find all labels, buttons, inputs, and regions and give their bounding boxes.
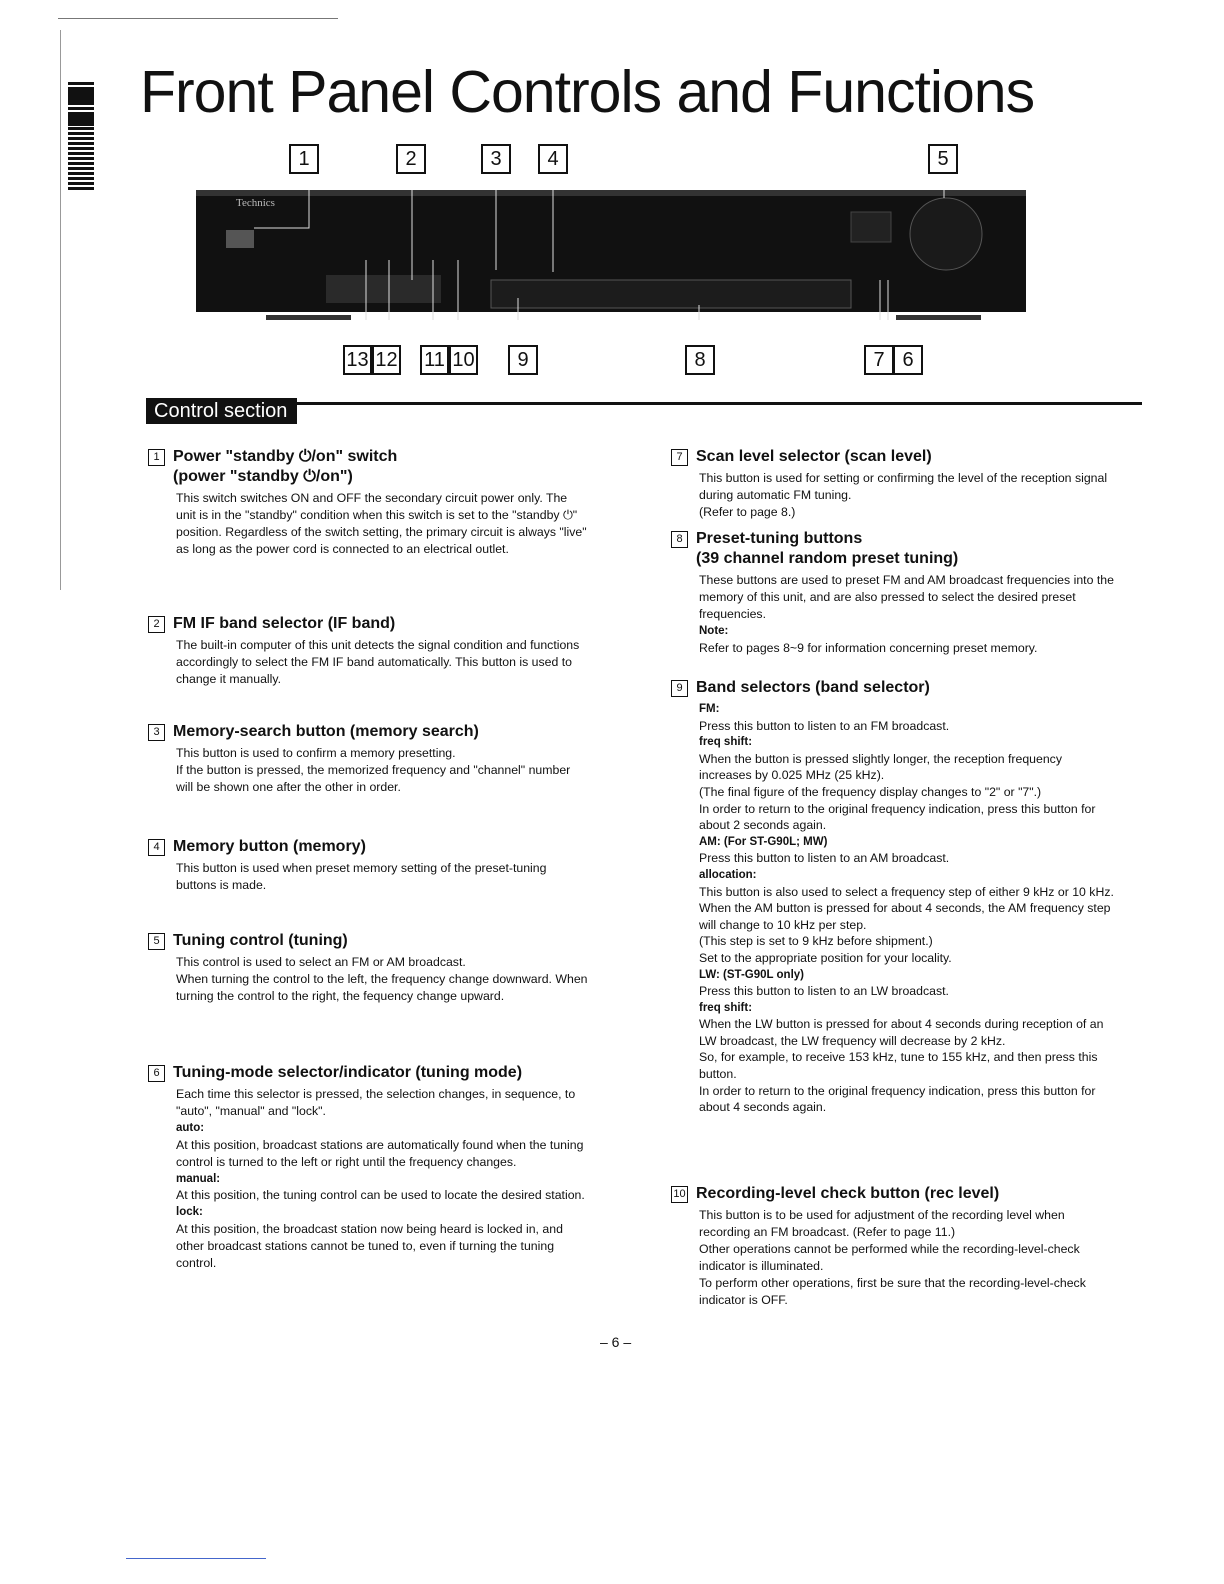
item-tuning-mode: [148, 1063, 588, 1272]
item-number: 2: [148, 616, 165, 633]
callout-9: 9: [508, 345, 538, 375]
item-memory: [148, 837, 588, 894]
item-text: When the button is pressed slightly longer, the reception frequency increases by 0.025 MHz (25 kHz).: [699, 751, 1062, 783]
callout-7: 7: [864, 345, 894, 375]
item-title: Recording-level check button (rec level): [696, 1185, 1000, 1202]
item-text: Press this button to listen to an AM broadcast.: [699, 851, 950, 866]
item-text: At this position, the broadcast station now being heard is locked in, and other broadcast stations cannot be tuned to, even if turning the tuning control.: [176, 1222, 563, 1271]
item-label: lock:: [176, 1206, 203, 1219]
bottom-rule: [126, 1558, 266, 1559]
item-text: (The final figure of the frequency display changes to "2" or "7".): [699, 784, 1042, 799]
item-text: So, for example, to receive 153 kHz, tune to 155 kHz, and then press this button.: [699, 1050, 1098, 1082]
item-label: auto:: [176, 1121, 205, 1134]
item-title: Power "standby ⏻/on" switch: [173, 448, 398, 465]
item-power-switch: [148, 447, 588, 558]
item-text: (This step is set to 9 kHz before shipment.): [699, 934, 933, 949]
margin-line: [60, 30, 61, 590]
item-text: Press this button to listen to an LW broadcast.: [699, 984, 949, 999]
item-text: Each time this selector is pressed, the selection changes, in sequence, to "auto", "manual" and "lock".: [176, 1087, 576, 1118]
item-preset-tuning: [671, 529, 1116, 657]
item-text: When the AM button is pressed for about 4 seconds, the AM frequency step will change to 10 kHz per step.: [699, 901, 1111, 932]
callout-12: 12: [372, 345, 401, 375]
item-title: Tuning-mode selector/indicator (tuning mode): [173, 1064, 523, 1081]
item-text: This button is used for setting or confirming the level of the reception signal during automatic FM tuning.: [699, 471, 1108, 502]
callout-4: 4: [538, 144, 568, 174]
item-text: This button is also used to select a frequency step of either 9 kHz or 10 kHz.: [699, 884, 1114, 899]
callout-1: 1: [289, 144, 319, 174]
item-label: allocation:: [699, 868, 757, 881]
side-index-tab: [68, 82, 94, 190]
item-band-selectors: [671, 678, 1116, 1116]
item-title: Tuning control (tuning): [173, 932, 348, 949]
item-text: To perform other operations, first be sure that the recording-level-check indicator is OFF.: [699, 1275, 1086, 1307]
item-text: Refer to pages 8~9 for information concerning preset memory.: [699, 640, 1038, 655]
item-text: Other operations cannot be performed while the recording-level-check indicator is illuminated.: [699, 1241, 1080, 1273]
callout-13: 13: [343, 345, 372, 375]
item-subtitle: (power "standby ⏻/on"): [173, 468, 353, 485]
item-fm-if-band: [148, 614, 588, 688]
item-label: Note:: [699, 624, 729, 637]
item-number: 10: [671, 1186, 688, 1203]
item-label: manual:: [176, 1172, 221, 1185]
item-text: Press this button to listen to an FM broadcast.: [699, 718, 950, 733]
callout-2: 2: [396, 144, 426, 174]
callout-8: 8: [685, 345, 715, 375]
item-text: When the LW button is pressed for about 4 seconds during reception of an LW broadcast, the LW frequency will decrease by 2 kHz.: [699, 1017, 1104, 1048]
item-title: Memory-search button (memory search): [173, 723, 479, 740]
item-number: 5: [148, 933, 165, 950]
item-text: In order to return to the original frequency indication, press this button for about 2 seconds again.: [699, 801, 1096, 833]
item-text: At this position, broadcast stations are automatically found when the tuning control is turned to the left or right until the frequency changes.: [176, 1137, 584, 1169]
callout-10: 10: [449, 345, 478, 375]
item-text: The built-in computer of this unit detects the signal condition and functions accordingly to select the FM IF band automatically. This button is used to change it manually.: [176, 638, 580, 686]
item-title: Scan level selector (scan level): [696, 448, 932, 465]
item-rec-level: [671, 1184, 1116, 1308]
item-title: FM IF band selector (IF band): [173, 615, 396, 632]
callout-3: 3: [481, 144, 511, 174]
item-label: FM:: [699, 703, 720, 715]
item-title: Band selectors (band selector): [696, 679, 930, 696]
top-rule: [58, 18, 338, 19]
page-number: – 6 –: [600, 1334, 632, 1350]
item-title: Memory button (memory): [173, 838, 366, 855]
callout-11: 11: [420, 345, 449, 375]
item-number: 4: [148, 839, 165, 856]
callout-6: 6: [893, 345, 923, 375]
item-text: These buttons are used to preset FM and AM broadcast frequencies into the memory of this unit, and are also pressed to select the desired preset frequencies.: [699, 573, 1114, 621]
item-label: freq shift:: [699, 1001, 753, 1014]
item-text: This control is used to select an FM or AM broadcast.: [176, 955, 466, 969]
page-title: Front Panel Controls and Functions: [140, 59, 1035, 125]
callout-5: 5: [928, 144, 958, 174]
item-number: 1: [148, 449, 165, 466]
item-tuning-control: [148, 931, 588, 1005]
item-scan-level: [671, 447, 1116, 521]
item-text: This switch switches ON and OFF the secondary circuit power only. The unit is in the "standby" condition when this switch is set to the "standby ⏻" position. Regardless of the switch setting, the primary circuit is always "live" as long as the power cord is connected to an electrical outlet.: [176, 491, 587, 556]
item-subtitle: (39 channel random preset tuning): [696, 550, 959, 567]
item-text: (Refer to page 8.): [699, 504, 796, 519]
item-label: LW: (ST-G90L only): [699, 968, 804, 981]
item-text: This button is used when preset memory setting of the preset-tuning buttons is made.: [176, 861, 547, 892]
item-number: 9: [671, 680, 688, 697]
item-text: In order to return to the original frequency indication, press this button for about 4 seconds again.: [699, 1083, 1096, 1115]
item-text: This button is to be used for adjustment of the recording level when recording an FM broadcast. (Refer to page 11.): [699, 1208, 1065, 1239]
tuner-front-panel-illustration: [196, 190, 1026, 320]
item-number: 8: [671, 531, 688, 548]
item-label: AM: (For ST-G90L; MW): [699, 835, 828, 848]
item-text: Set to the appropriate position for your locality.: [699, 950, 952, 965]
item-memory-search: [148, 722, 588, 796]
item-title: Preset-tuning buttons: [696, 530, 863, 547]
item-text: This button is used to confirm a memory presetting.: [176, 746, 456, 760]
item-number: 3: [148, 724, 165, 741]
section-heading: Control section: [146, 398, 297, 424]
item-text: If the button is pressed, the memorized frequency and "channel" number will be shown one after the other in order.: [176, 762, 571, 794]
item-number: 6: [148, 1065, 165, 1082]
brand-logo: Technics: [236, 197, 275, 209]
item-label: freq shift:: [699, 736, 753, 749]
item-text: When turning the control to the left, the frequency change downward. When turning the control to the right, the fequency change upward.: [176, 971, 588, 1003]
item-number: 7: [671, 449, 688, 466]
item-text: At this position, the tuning control can be used to locate the desired station.: [176, 1188, 585, 1203]
